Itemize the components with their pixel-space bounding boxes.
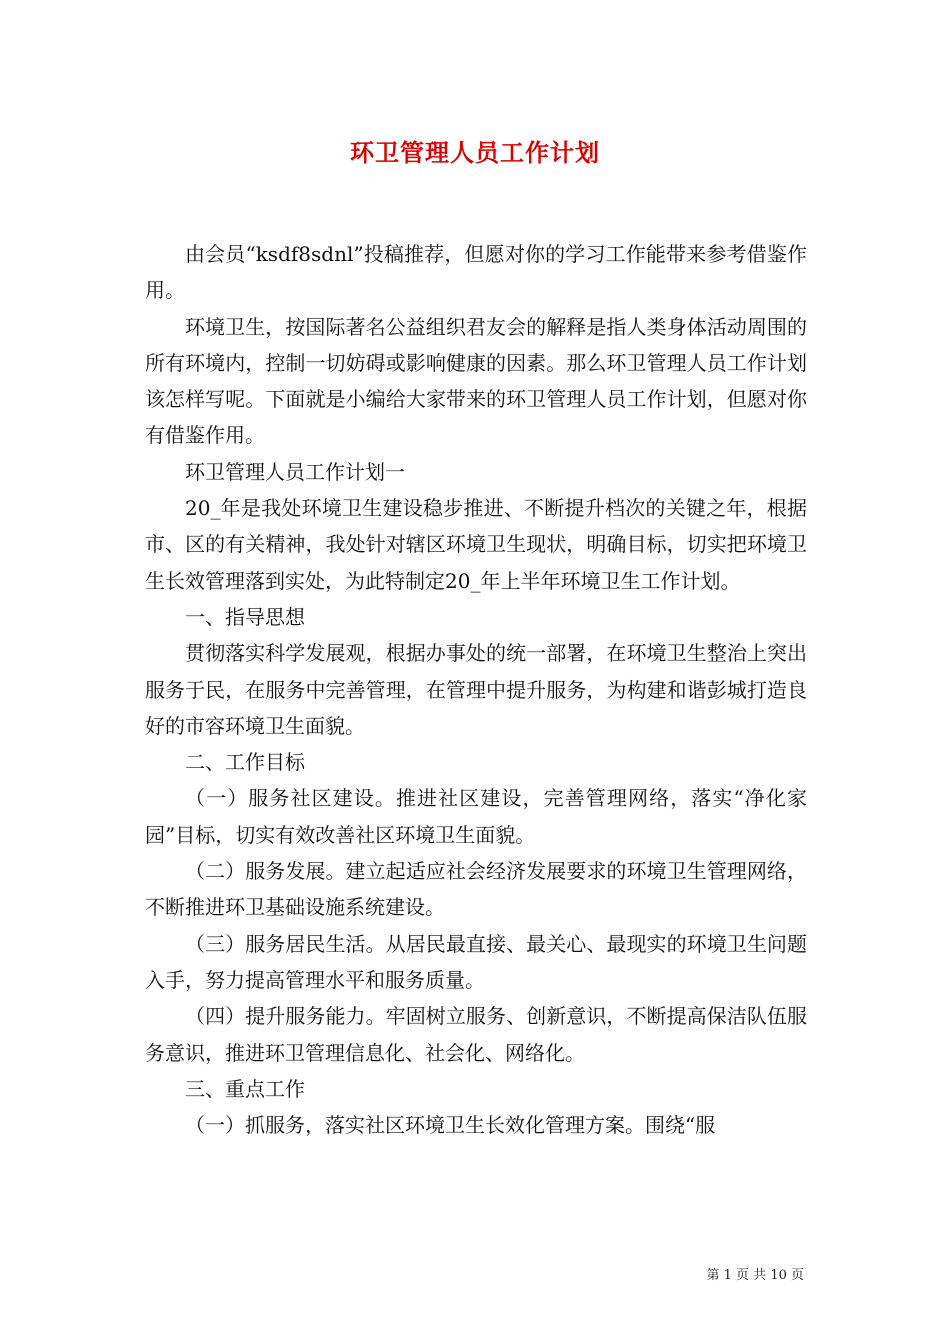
section-heading-guiding-thought: 一、指导思想 xyxy=(185,604,305,629)
paragraph-definition: 环境卫生，按国际著名公益组织君友会的解释是指人类身体活动周围的所有环境内，控制一切妨碍或影响健康的因素。那么环卫管理人员工作计划该怎样写呢。下面就是小编给大家带来的环卫管理人员工作计划，但愿对你有借鉴作用。 xyxy=(145,314,807,448)
section-heading-work-goals: 二、工作目标 xyxy=(185,750,305,775)
section-heading-key-work: 三、重点工作 xyxy=(185,1076,305,1101)
paragraph-key-work-1: （一）抓服务，落实社区环境卫生长效化管理方案。围绕“服 xyxy=(185,1113,716,1138)
paragraph-plan-heading: 环卫管理人员工作计划一 xyxy=(185,459,405,484)
paragraph-goal-4: （四）提升服务能力。牢固树立服务、创新意识，不断提高保洁队伍服务意识，推进环卫管理信息化、社会化、网络化。 xyxy=(145,1004,807,1065)
paragraph-guiding-thought: 贯彻落实科学发展观，根据办事处的统一部署，在环境卫生整治上突出服务于民，在服务中完善管理，在管理中提升服务，为构建和谐彭城打造良好的市容环境卫生面貌。 xyxy=(145,641,807,738)
paragraph-goal-1: （一）服务社区建设。推进社区建设，完善管理网络，落实“净化家园”目标，切实有效改善社区环境卫生面貌。 xyxy=(145,786,807,847)
page-number-footer: 第 1 页 共 10 页 xyxy=(706,1268,804,1283)
paragraph-intro: 由会员“ksdf8sdnl”投稿推荐，但愿对你的学习工作能带来参考借鉴作用。 xyxy=(145,242,807,303)
paragraph-plan-intro: 20_年是我处环境卫生建设稳步推进、不断提升档次的关键之年，根据市、区的有关精神，我处针对辖区环境卫生现状，明确目标，切实把环境卫生长效管理落到实处，为此特制定20_年上半年环境卫生工作计划。 xyxy=(145,496,807,593)
paragraph-goal-2: （二）服务发展。建立起适应社会经济发展要求的环境卫生管理网络，不断推进环卫基础设施系统建设。 xyxy=(145,859,807,920)
document-body xyxy=(145,236,807,1143)
document-title: 环卫管理人员工作计划 xyxy=(350,138,600,167)
paragraph-goal-3: （三）服务居民生活。从居民最直接、最关心、最现实的环境卫生问题入手，努力提高管理水平和服务质量。 xyxy=(145,931,807,992)
